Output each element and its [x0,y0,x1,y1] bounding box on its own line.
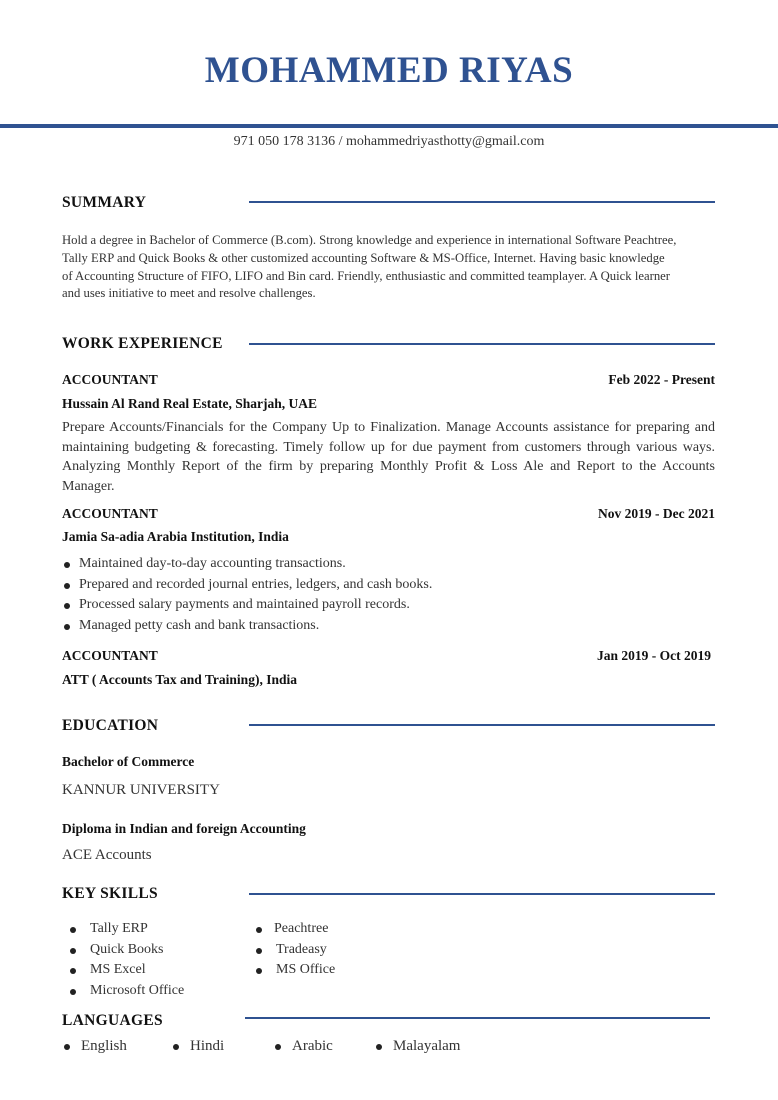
summary-line: and uses initiative to meet and resolve challenges. [62,286,316,301]
summary-line: of Accounting Structure of FIFO, LIFO and Bin card. Friendly, enthusiastic and committed teamplayer. A Quick learner [62,268,671,283]
skill-item: Tally ERP [62,919,184,940]
education-heading: EDUCATION [62,717,159,734]
summary-text [62,232,722,303]
language-item: Arabic [273,1036,333,1056]
skill-item: Microsoft Office [62,981,184,1002]
contact-info: 971 050 178 3136 / mohammedriyasthotty@gmail.com [233,134,545,149]
skills-list-left [62,919,184,1001]
job-company: ATT ( Accounts Tax and Training), India [62,672,297,687]
languages-rule [245,1017,710,1019]
summary-line: Tally ERP and Quick Books & other customized accounting Software & MS-Office, Internet. Having basic knowledge [62,250,665,265]
education-rule [249,724,715,726]
summary-rule [249,201,715,203]
job-description: Prepare Accounts/Financials for the Company Up to Finalization. Manage Accounts assistance for preparing and maintaining budgeting & forecasting. Timely follow up for due payment from customers through various ways. Analyzing Monthly Report of the firm by preparing Monthly Profit & Loss Ale and Report to the Accounts Manager. [62,420,715,494]
summary-line: Hold a degree in Bachelor of Commerce (B.com). Strong knowledge and experience in international Software Peachtree, [62,233,677,247]
summary-heading: SUMMARY [62,194,147,211]
languages-heading: LANGUAGES [62,1012,163,1029]
skill-item: Quick Books [62,940,184,961]
job-duties-list [62,554,432,636]
job-dates: Nov 2019 - Dec 2021 [598,506,715,521]
key-skills-rule [249,893,715,895]
list-item: Maintained day-to-day accounting transactions. [62,554,432,575]
key-skills-heading: KEY SKILLS [62,885,158,902]
work-experience-rule [249,343,715,345]
work-experience-heading: WORK EXPERIENCE [62,335,223,352]
job-company: Hussain Al Rand Real Estate, Sharjah, UAE [62,396,318,411]
skill-item: MS Excel [62,960,184,981]
job-title: ACCOUNTANT [62,506,158,521]
job-title: ACCOUNTANT [62,648,158,663]
degree-title: Diploma in Indian and foreign Accounting [62,821,306,836]
job-company: Jamia Sa-adia Arabia Institution, India [62,529,289,544]
candidate-name: MOHAMMED RIYAS [204,50,574,91]
degree-title: Bachelor of Commerce [62,754,195,769]
skill-item: Peachtree [248,919,335,940]
language-item: Malayalam [374,1036,460,1056]
skill-item: Tradeasy [248,940,335,961]
school-name: KANNUR UNIVERSITY [62,782,220,798]
language-item: English [62,1036,127,1056]
school-name: ACE Accounts [62,847,152,863]
list-item: Prepared and recorded journal entries, ledgers, and cash books. [62,575,432,596]
job-dates: Jan 2019 - Oct 2019 [597,648,711,663]
skills-list-right [248,919,335,981]
header-divider [0,124,778,128]
skill-item: MS Office [248,960,335,981]
list-item: Processed salary payments and maintained payroll records. [62,595,432,616]
list-item: Managed petty cash and bank transactions. [62,616,432,637]
language-item: Hindi [171,1036,224,1056]
job-title: ACCOUNTANT [62,372,158,387]
job-dates: Feb 2022 - Present [608,372,715,387]
